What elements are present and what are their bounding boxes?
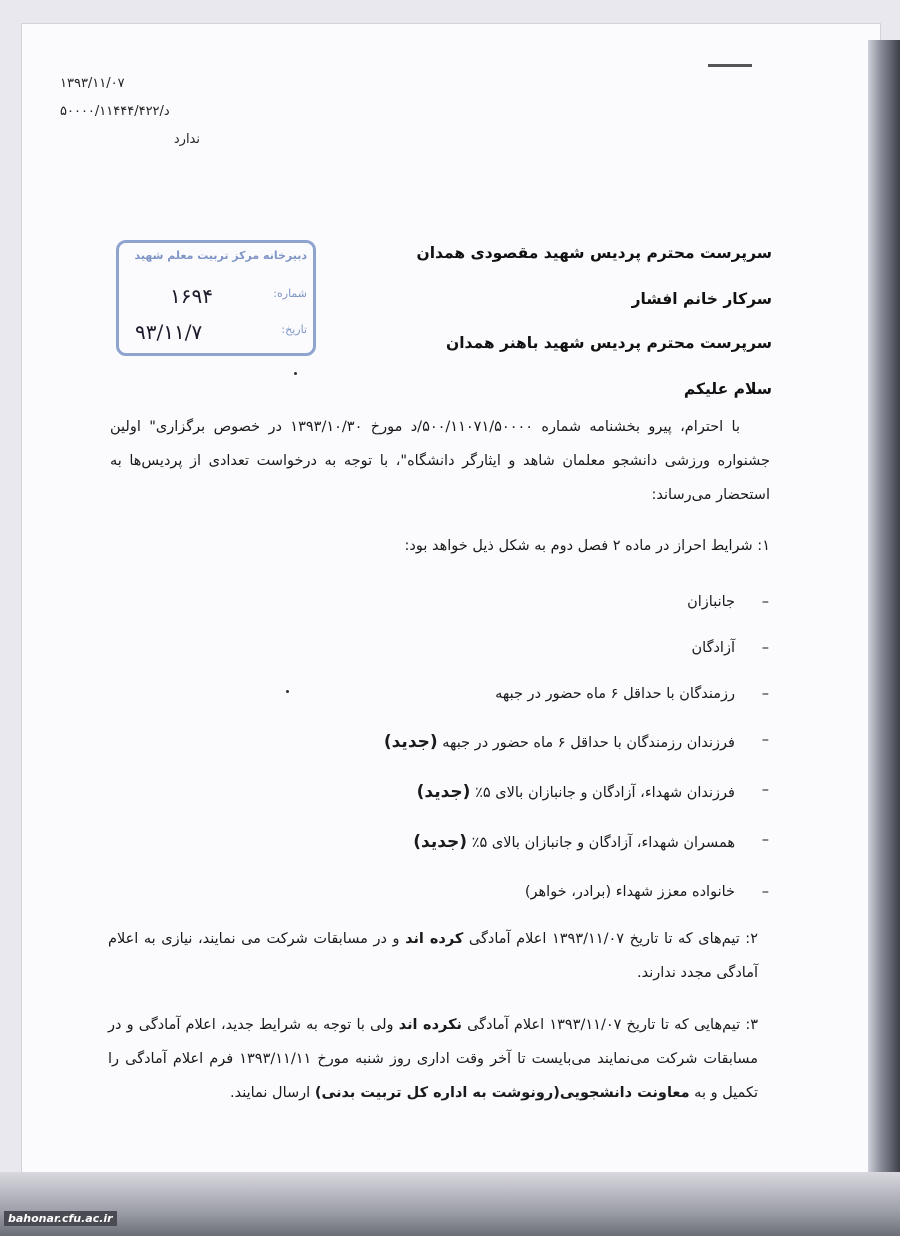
intro-paragraph: با احترام، پیرو بخشنامه شماره ۵۰۰/۱۱۰۷۱/۵۰۰۰۰/د مورخ ۱۳۹۳/۱۰/۳۰ در خصوص برگزاری" اولین جشنواره ورزشی دانشجو معلمان شاهد و ایثارگر دانشگاه"، با توجه به درخواست تعدادی از پردیس‌ها به استحضار می‌رساند: <box>110 419 770 503</box>
list-item-text: جانبازان <box>687 594 735 610</box>
greeting: سلام علیکم <box>683 380 772 398</box>
list-item <box>416 782 769 802</box>
site-watermark: bahonar.cfu.ac.ir <box>4 1211 117 1226</box>
new-tag: (جدید) <box>383 732 438 752</box>
list-item <box>524 884 769 900</box>
recipient-1: سرپرست محترم پردیس شهید مقصودی همدان <box>416 244 772 262</box>
letter-sheet <box>22 24 880 1174</box>
section3-text-2: ولی با توجه به شرایط جدید، اعلام آمادگی و در مسابقات شرکت می‌نمایند می‌بایست تا آخر وقت اداری روز شنبه مورخ ۱۳۹۳/۱۱/۱۱ فرم اعلام آمادگی را تکمیل و به <box>108 1017 758 1101</box>
section3-bold-1: نکرده اند <box>398 1017 462 1033</box>
letter-attachment: ندارد <box>173 132 200 147</box>
list-item <box>691 640 769 656</box>
section3-paragraph <box>108 1008 758 1110</box>
letter-date: ۱۳۹۳/۱۱/۰۷ <box>60 76 125 91</box>
list-dash: – <box>761 686 769 702</box>
letter-number: د/۵۰۰۰۰/۱۱۴۴۴/۴۲۲ <box>60 104 170 119</box>
recipient-2: سرکار خانم افشار <box>631 290 772 308</box>
list-dash: – <box>761 884 769 900</box>
section3-bold-2: معاونت دانشجویی(رونوشت به اداره کل تربیت بدنی) <box>314 1085 690 1101</box>
list-item-text: همسران شهداء، آزادگان و جانبازان بالای ۵٪ <box>471 835 735 851</box>
stamp-date-label: تاریخ: <box>281 323 307 336</box>
list-item-text: فرزندان شهداء، آزادگان و جانبازان بالای ۵٪ <box>475 785 735 801</box>
stamp-number-label: شماره: <box>273 287 307 300</box>
scan-edge-bottom <box>0 1172 900 1236</box>
section2-text-1: ۲: تیم‌های که تا تاریخ ۱۳۹۳/۱۱/۰۷ اعلام آمادگی <box>468 931 758 947</box>
list-item-text: رزمندگان با حداقل ۶ ماه حضور در جبهه <box>495 686 735 702</box>
section1-title: ۱: شرایط احراز در ماده ۲ فصل دوم به شکل ذیل خواهد بود: <box>404 538 770 554</box>
recipient-3: سرپرست محترم پردیس شهید باهنر همدان <box>446 334 772 352</box>
list-dash: – <box>761 832 769 848</box>
new-tag: (جدید) <box>413 832 468 852</box>
section2-bold: کرده اند <box>405 931 464 947</box>
scan-speck <box>294 372 297 375</box>
stamp-title: دبیرخانه مرکز تربیت معلم شهید <box>134 249 307 262</box>
section2-text-2: و در مسابقات شرکت می نمایند، نیازی به اعلام آمادگی مجدد ندارند. <box>108 931 758 981</box>
list-item <box>383 732 769 752</box>
list-dash: – <box>761 594 769 610</box>
list-item <box>413 832 769 852</box>
section2-paragraph <box>108 922 758 990</box>
list-item-text: فرزندان رزمندگان با حداقل ۶ ماه حضور در جبهه <box>442 735 735 751</box>
section3-text-1: ۳: تیم‌هایی که تا تاریخ ۱۳۹۳/۱۱/۰۷ اعلام آمادگی <box>467 1017 759 1033</box>
list-item-text: آزادگان <box>691 640 735 656</box>
stamp-number-value: ۱۶۹۴ <box>170 284 213 308</box>
scan-edge-right <box>868 40 900 1236</box>
list-dash: – <box>761 732 769 748</box>
list-dash: – <box>761 782 769 798</box>
scan-speck <box>286 690 289 693</box>
section3-text-3: ارسال نمایند. <box>229 1085 311 1101</box>
list-item-text: خانواده معزز شهداء (برادر، خواهر) <box>524 884 735 900</box>
stamp-date-value: ۹۳/۱۱/۷ <box>135 320 203 344</box>
list-item <box>495 686 769 702</box>
list-item <box>687 594 769 610</box>
new-tag: (جدید) <box>416 782 471 802</box>
scan-mark <box>708 64 752 67</box>
list-dash: – <box>761 640 769 656</box>
